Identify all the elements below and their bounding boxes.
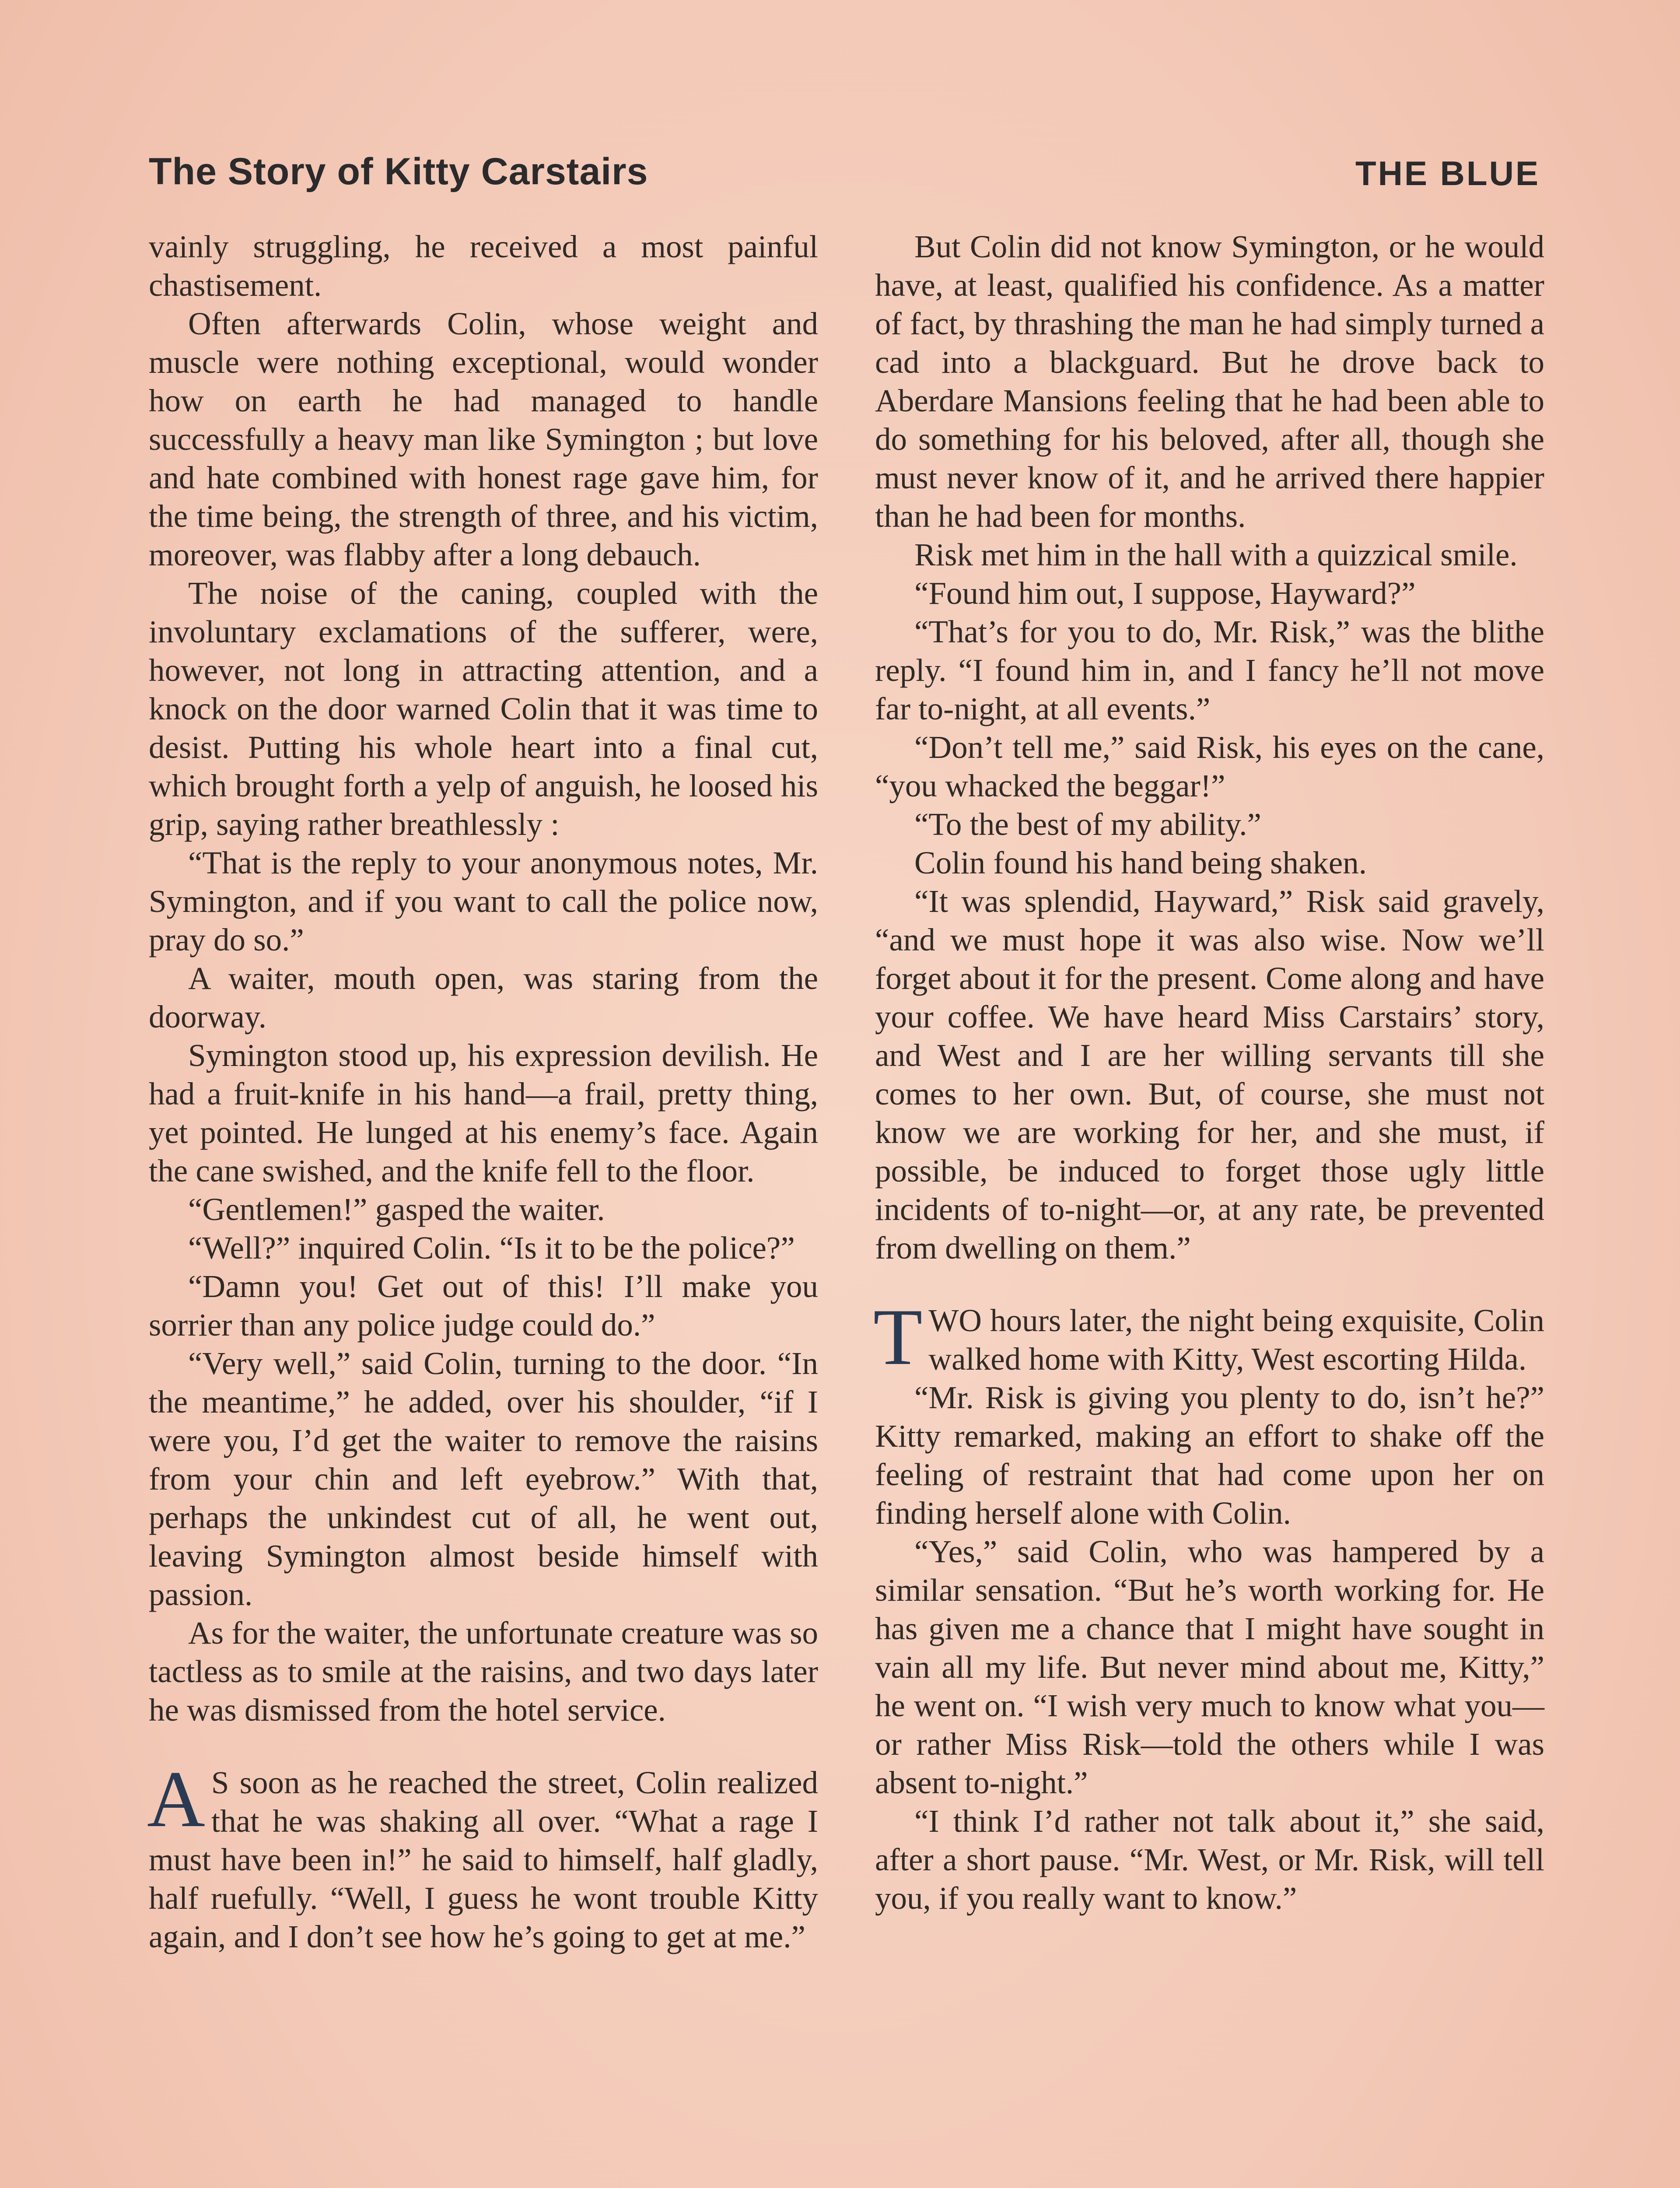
paragraph: Colin found his hand being shaken. <box>914 845 1367 880</box>
paragraph: The noise of the caning, coupled with the involuntary exclamations of the sufferer, were, however, not long in attracting attention, and a knock on the door warned Colin that it was time to desist. Putting his whole heart into a final cut, which brought forth a yelp of anguish, he loosed his grip, saying rather breathlessly : <box>149 575 818 842</box>
right-column <box>875 228 1544 2188</box>
section-paragraph <box>147 1754 818 1956</box>
paragraph: Symington stood up, his expression devilish. He had a fruit-knife in his hand—a frail, pretty thing, yet pointed. He lunged at his enemy’s face. Again the cane swished, and the knife fell to the floor. <box>149 1038 818 1189</box>
paragraph: “I think I’d rather not talk about it,” she said, after a short pause. “Mr. West, or Mr. Risk, will tell you, if you really want to know.” <box>875 1803 1544 1916</box>
text-columns <box>149 228 1544 2188</box>
paragraph: “That’s for you to do, Mr. Risk,” was the blithe reply. “I found him in, and I fancy he’ll not move far to-night, at all events.” <box>875 614 1544 726</box>
paragraph: A waiter, mouth open, was staring from the doorway. <box>149 961 818 1034</box>
running-header <box>149 137 1540 193</box>
paragraph: “Yes,” said Colin, who was hampered by a similar sensation. “But he’s worth working for. He has given me a chance that I might have sought in vain all my life. But never mind about me, Kitty,” he went on. “I wish very much to know what you—or rather Miss Risk—told the others while I was absent to-night.” <box>875 1534 1544 1800</box>
magazine-name: THE BLUE <box>1355 154 1540 193</box>
paragraph: Often afterwards Colin, whose weight and muscle were nothing exceptional, would wonder how on earth he had managed to handle successfully a heavy man like Symington ; but love and hate combined with honest rage gave him, for the time being, the strength of three, and his victim, moreover, was flabby after a long debauch. <box>149 306 818 572</box>
paragraph: “That is the reply to your anonymous notes, Mr. Symington, and if you want to call the police now, pray do so.” <box>149 845 818 957</box>
paragraph: “Don’t tell me,” said Risk, his eyes on the cane, “you whacked the beggar!” <box>875 729 1544 803</box>
paragraph: But Colin did not know Symington, or he would have, at least, qualified his confidence. As a matter of fact, by thrashing the man he had simply turned a cad into a blackguard. But he drove back to Aberdare Mansions feeling that he had been able to do something for his beloved, after all, though she must never know of it, and he arrived there happier than he had been for months. <box>875 229 1544 534</box>
story-title: The Story of Kitty Carstairs <box>149 151 648 193</box>
paragraph-text: WO hours later, the night being exquisite, Colin walked home with Kitty, West escorting Hilda. <box>928 1303 1544 1377</box>
drop-cap: A <box>147 1754 205 1844</box>
left-column <box>149 228 818 2188</box>
paragraph: “It was splendid, Hayward,” Risk said gravely, “and we must hope it was also wise. Now we’ll forget about it for the present. Come along and have your coffee. We have heard Miss Carstairs’ story, and West and I are her willing servants till she comes to her own. But, of course, she must not know we are working for her, and she must, if possible, be induced to forget those ugly little incidents of to-night—or, at any rate, be prevented from dwelling on them.” <box>875 884 1544 1266</box>
paragraph: “Damn you! Get out of this! I’ll make you sorrier than any police judge could do.” <box>149 1269 818 1343</box>
paragraph: “Mr. Risk is giving you plenty to do, isn’t he?” Kitty remarked, making an effort to shake off the feeling of restraint that had come upon her on finding herself alone with Colin. <box>875 1380 1544 1531</box>
paragraph-text: S soon as he reached the street, Colin realized that he was shaking all over. “What a rage I must have been in!” he said to himself, half gladly, half ruefully. “Well, I guess he wont trouble Kitty again, and I don’t see how he’s going to get at me.” <box>149 1765 818 1954</box>
paragraph: As for the waiter, the unfortunate creature was so tactless as to smile at the raisins, and two days later he was dismissed from the hotel service. <box>149 1615 818 1728</box>
paragraph: “Found him out, I suppose, Hayward?” <box>914 575 1416 611</box>
paragraph: “Very well,” said Colin, turning to the door. “In the meantime,” he added, over his shoulder, “if I were you, I’d get the waiter to remove the raisins from your chin and left eyebrow.” With that, perhaps the unkindest cut of all, he went out, leaving Symington almost beside himself with passion. <box>149 1346 818 1612</box>
paragraph: “Gentlemen!” gasped the waiter. <box>188 1192 605 1227</box>
paragraph: vainly struggling, he received a most painful chastisement. <box>149 229 818 303</box>
paragraph: “Well?” inquired Colin. “Is it to be the police?” <box>188 1230 795 1266</box>
section-paragraph <box>873 1292 1544 1382</box>
drop-cap: T <box>873 1292 923 1382</box>
paragraph: Risk met him in the hall with a quizzical smile. <box>914 537 1518 572</box>
paragraph: “To the best of my ability.” <box>914 806 1261 842</box>
